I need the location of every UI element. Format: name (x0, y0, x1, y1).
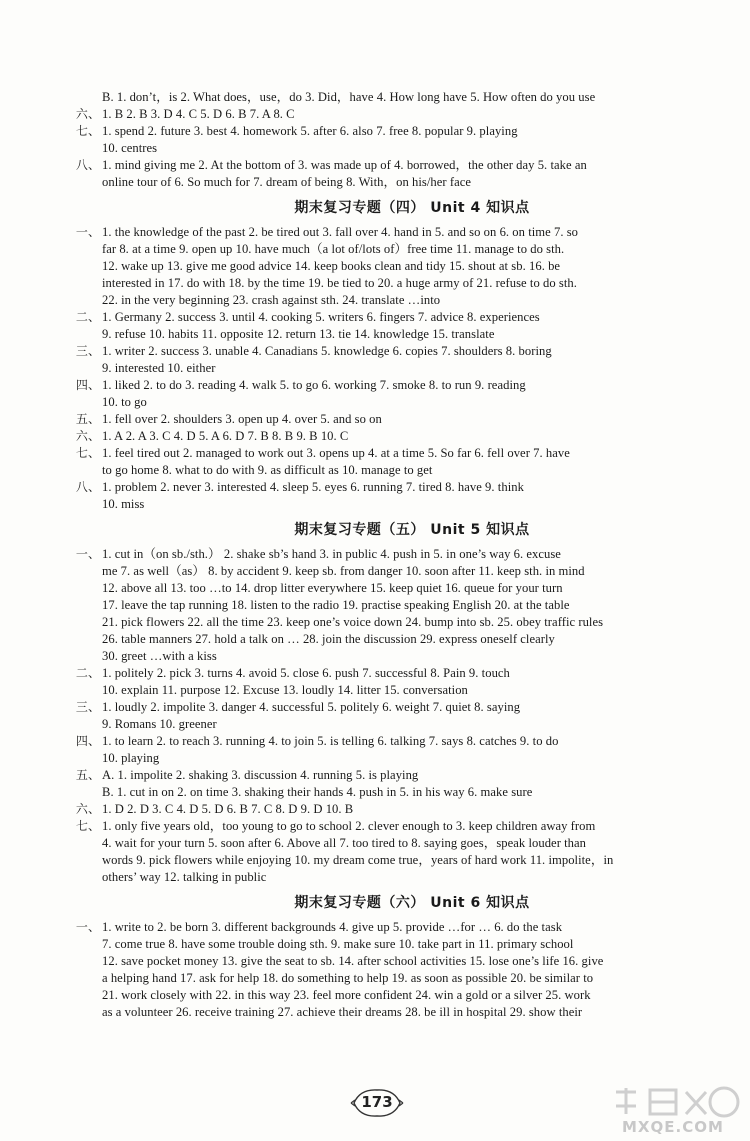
answer-text: 21. work closely with 22. in this way 23. feel more confident 24. win a gold or a silver 25. work (102, 988, 591, 1002)
answer-text: 1. writer 2. success 3. unable 4. Canadians 5. knowledge 6. copies 7. shoulders 8. boring (102, 344, 552, 358)
answer-line (102, 258, 722, 275)
answer-text: 10. explain 11. purpose 12. Excuse 13. loudly 14. litter 15. conversation (102, 683, 468, 697)
answer-line (102, 174, 722, 191)
answer-line (75, 377, 722, 394)
answer-text: A. 1. impolite 2. shaking 3. discussion 4. running 5. is playing (102, 768, 419, 782)
answer-line (75, 428, 722, 445)
question-group-number: 二、 (75, 666, 100, 680)
question-group-number: 一、 (75, 225, 100, 239)
answer-line (102, 970, 722, 987)
question-group-number: 八、 (75, 158, 100, 172)
answer-text: interested in 17. do with 18. by the time 19. be tied to 20. a huge army of 21. refuse to do sth. (102, 276, 577, 290)
answer-text: far 8. at a time 9. open up 10. have much（a lot of/lots of）free time 11. manage to do sth. (102, 242, 565, 256)
answer-line (102, 750, 722, 767)
question-group-number: 七、 (75, 446, 100, 460)
answer-text: 26. table manners 27. hold a talk on … 28. join the discussion 29. express oneself clearly (102, 632, 555, 646)
question-group-number: 五、 (75, 412, 100, 426)
answer-text: 10. to go (102, 395, 147, 409)
answer-text: 1. liked 2. to do 3. reading 4. walk 5. to go 6. working 7. smoke 8. to run 9. reading (102, 378, 526, 392)
answer-text: 1. fell over 2. shoulders 3. open up 4. over 5. and so on (102, 412, 382, 426)
question-group-number: 八、 (75, 480, 100, 494)
answer-line (102, 614, 722, 631)
answer-line (102, 716, 722, 733)
section-heading: 期末复习专题（五） Unit 5 知识点 (294, 522, 530, 538)
answer-text: 1. mind giving me 2. At the bottom of 3. was made up of 4. borrowed，the other day 5. take an (102, 158, 587, 172)
answer-line (102, 953, 722, 970)
answer-line (102, 936, 722, 953)
answer-text: 10. miss (102, 497, 145, 511)
question-group-number: 一、 (75, 547, 100, 561)
page-number-badge (350, 1086, 404, 1120)
answer-text: 1. A 2. A 3. C 4. D 5. A 6. D 7. B 8. B 9. B 10. C (102, 429, 349, 443)
answer-line (102, 869, 722, 886)
section-heading: 期末复习专题（四） Unit 4 知识点 (294, 200, 530, 216)
answer-text: 1. write to 2. be born 3. different backgrounds 4. give up 5. provide …for … 6. do the task (102, 920, 563, 934)
answer-text: 17. leave the tap running 18. listen to the radio 19. practise speaking English 20. at the table (102, 598, 570, 612)
answer-line (75, 546, 722, 563)
question-group-number: 五、 (75, 768, 100, 782)
answer-line (102, 360, 722, 377)
answer-line (75, 224, 722, 241)
answer-line (102, 1004, 722, 1021)
answer-text: 1. spend 2. future 3. best 4. homework 5. after 6. also 7. free 8. popular 9. playing (102, 124, 518, 138)
answer-line (75, 343, 722, 360)
answer-text: to go home 8. what to do with 9. as difficult as 10. manage to get (102, 463, 433, 477)
answer-text: 9. interested 10. either (102, 361, 216, 375)
answer-line (102, 835, 722, 852)
answer-content (75, 89, 722, 1021)
answer-text: 22. in the very beginning 23. crash against sth. 24. translate …into (102, 293, 441, 307)
answer-text: 1. only five years old，too young to go to school 2. clever enough to 3. keep children away from (102, 819, 596, 833)
answer-line (75, 106, 722, 123)
answer-line (75, 123, 722, 140)
answer-line (102, 631, 722, 648)
question-group-number: 六、 (75, 802, 100, 816)
answer-text: 4. wait for your turn 5. soon after 6. Above all 7. too tired to 8. saying goes，speak louder than (102, 836, 587, 850)
answer-line (102, 292, 722, 309)
answer-text: 12. above all 13. too …to 14. drop litter everywhere 15. keep quiet 16. queue for your turn (102, 581, 563, 595)
answer-line (102, 394, 722, 411)
page-number: 173 (361, 1093, 393, 1111)
answer-text: 1. D 2. D 3. C 4. D 5. D 6. B 7. C 8. D 9. D 10. B (102, 802, 354, 816)
answer-line (102, 852, 722, 869)
answer-text: 1. to learn 2. to reach 3. running 4. to join 5. is telling 6. talking 7. says 8. catches 9. to do (102, 734, 559, 748)
answer-text: others’ way 12. talking in public (102, 870, 267, 884)
answer-text: a helping hand 17. ask for help 18. do something to help 19. as soon as possible 20. be similar to (102, 971, 594, 985)
answer-text: 12. save pocket money 13. give the seat to sb. 14. after school activities 15. lose one’s life 16. give (102, 954, 604, 968)
question-group-number: 四、 (75, 378, 100, 392)
answer-line (75, 767, 722, 784)
answer-text: 1. the knowledge of the past 2. be tired out 3. fall over 4. hand in 5. and so on 6. on time 7. so (102, 225, 579, 239)
watermark-text: MXQE.COM (622, 1118, 724, 1136)
answer-text: me 7. as well（as） 8. by accident 9. keep sb. from danger 10. soon after 11. keep sth. in mind (102, 564, 585, 578)
answer-text: B. 1. cut in on 2. on time 3. shaking their hands 4. push in 5. in his way 6. make sure (102, 785, 533, 799)
question-group-number: 二、 (75, 310, 100, 324)
answer-line (102, 496, 722, 513)
answer-text: 10. playing (102, 751, 160, 765)
answer-line (102, 241, 722, 258)
question-group-number: 六、 (75, 429, 100, 443)
answer-line (102, 682, 722, 699)
section-heading: 期末复习专题（六） Unit 6 知识点 (294, 895, 530, 911)
answer-text: 7. come true 8. have some trouble doing sth. 9. make sure 10. take part in 11. primary school (102, 937, 574, 951)
answer-text: 21. pick flowers 22. all the time 23. keep one’s voice down 24. bump into sb. 25. obey traffic rules (102, 615, 604, 629)
watermark-logo-icon (606, 1084, 746, 1120)
watermark (606, 1084, 746, 1138)
answer-line (102, 89, 722, 106)
answer-text: B. 1. don’t，is 2. What does，use，do 3. Did，have 4. How long have 5. How often do you use (102, 90, 596, 104)
answer-line (102, 784, 722, 801)
answer-line (75, 733, 722, 750)
answer-line (102, 648, 722, 665)
answer-text: 10. centres (102, 141, 158, 155)
answer-line (102, 987, 722, 1004)
answer-line (75, 818, 722, 835)
answer-line (75, 309, 722, 326)
answer-line (102, 580, 722, 597)
answer-text: 1. Germany 2. success 3. until 4. cooking 5. writers 6. fingers 7. advice 8. experiences (102, 310, 540, 324)
answer-text: 1. loudly 2. impolite 3. danger 4. successful 5. politely 6. weight 7. quiet 8. saying (102, 700, 521, 714)
answer-line (102, 563, 722, 580)
answer-line (75, 919, 722, 936)
question-group-number: 七、 (75, 819, 100, 833)
question-group-number: 四、 (75, 734, 100, 748)
answer-line (75, 479, 722, 496)
question-group-number: 七、 (75, 124, 100, 138)
answer-text: 12. wake up 13. give me good advice 14. keep books clean and tidy 15. shout at sb. 16. be (102, 259, 561, 273)
answer-line (75, 445, 722, 462)
answer-line (75, 665, 722, 682)
question-group-number: 六、 (75, 107, 100, 121)
answer-text: 1. politely 2. pick 3. turns 4. avoid 5. close 6. push 7. successful 8. Pain 9. touch (102, 666, 510, 680)
answer-line (102, 275, 722, 292)
answer-line (102, 462, 722, 479)
question-group-number: 一、 (75, 920, 100, 934)
answer-line (102, 140, 722, 157)
answer-text: 1. problem 2. never 3. interested 4. sleep 5. eyes 6. running 7. tired 8. have 9. think (102, 480, 524, 494)
answer-text: 1. feel tired out 2. managed to work out 3. opens up 4. at a time 5. So far 6. fell over 7. have (102, 446, 570, 460)
answer-line (75, 801, 722, 818)
answer-text: 9. Romans 10. greener (102, 717, 217, 731)
answer-text: online tour of 6. So much for 7. dream of being 8. With，on his/her face (102, 175, 471, 189)
answer-line (75, 157, 722, 174)
answer-text: 1. cut in（on sb./sth.） 2. shake sb’s hand 3. in public 4. push in 5. in one’s way 6. excuse (102, 547, 561, 561)
answer-text: 9. refuse 10. habits 11. opposite 12. return 13. tie 14. knowledge 15. translate (102, 327, 495, 341)
answer-line (102, 326, 722, 343)
answer-text: 30. greet …with a kiss (102, 649, 217, 663)
answer-line (102, 597, 722, 614)
answer-text: as a volunteer 26. receive training 27. achieve their dreams 28. be ill in hospital 29. show their (102, 1005, 583, 1019)
answer-line (75, 699, 722, 716)
question-group-number: 三、 (75, 700, 100, 714)
question-group-number: 三、 (75, 344, 100, 358)
answer-line (75, 411, 722, 428)
answer-text: words 9. pick flowers while enjoying 10. my dream come true，years of hard work 11. impolite，in (102, 853, 614, 867)
answer-text: 1. B 2. B 3. D 4. C 5. D 6. B 7. A 8. C (102, 107, 295, 121)
